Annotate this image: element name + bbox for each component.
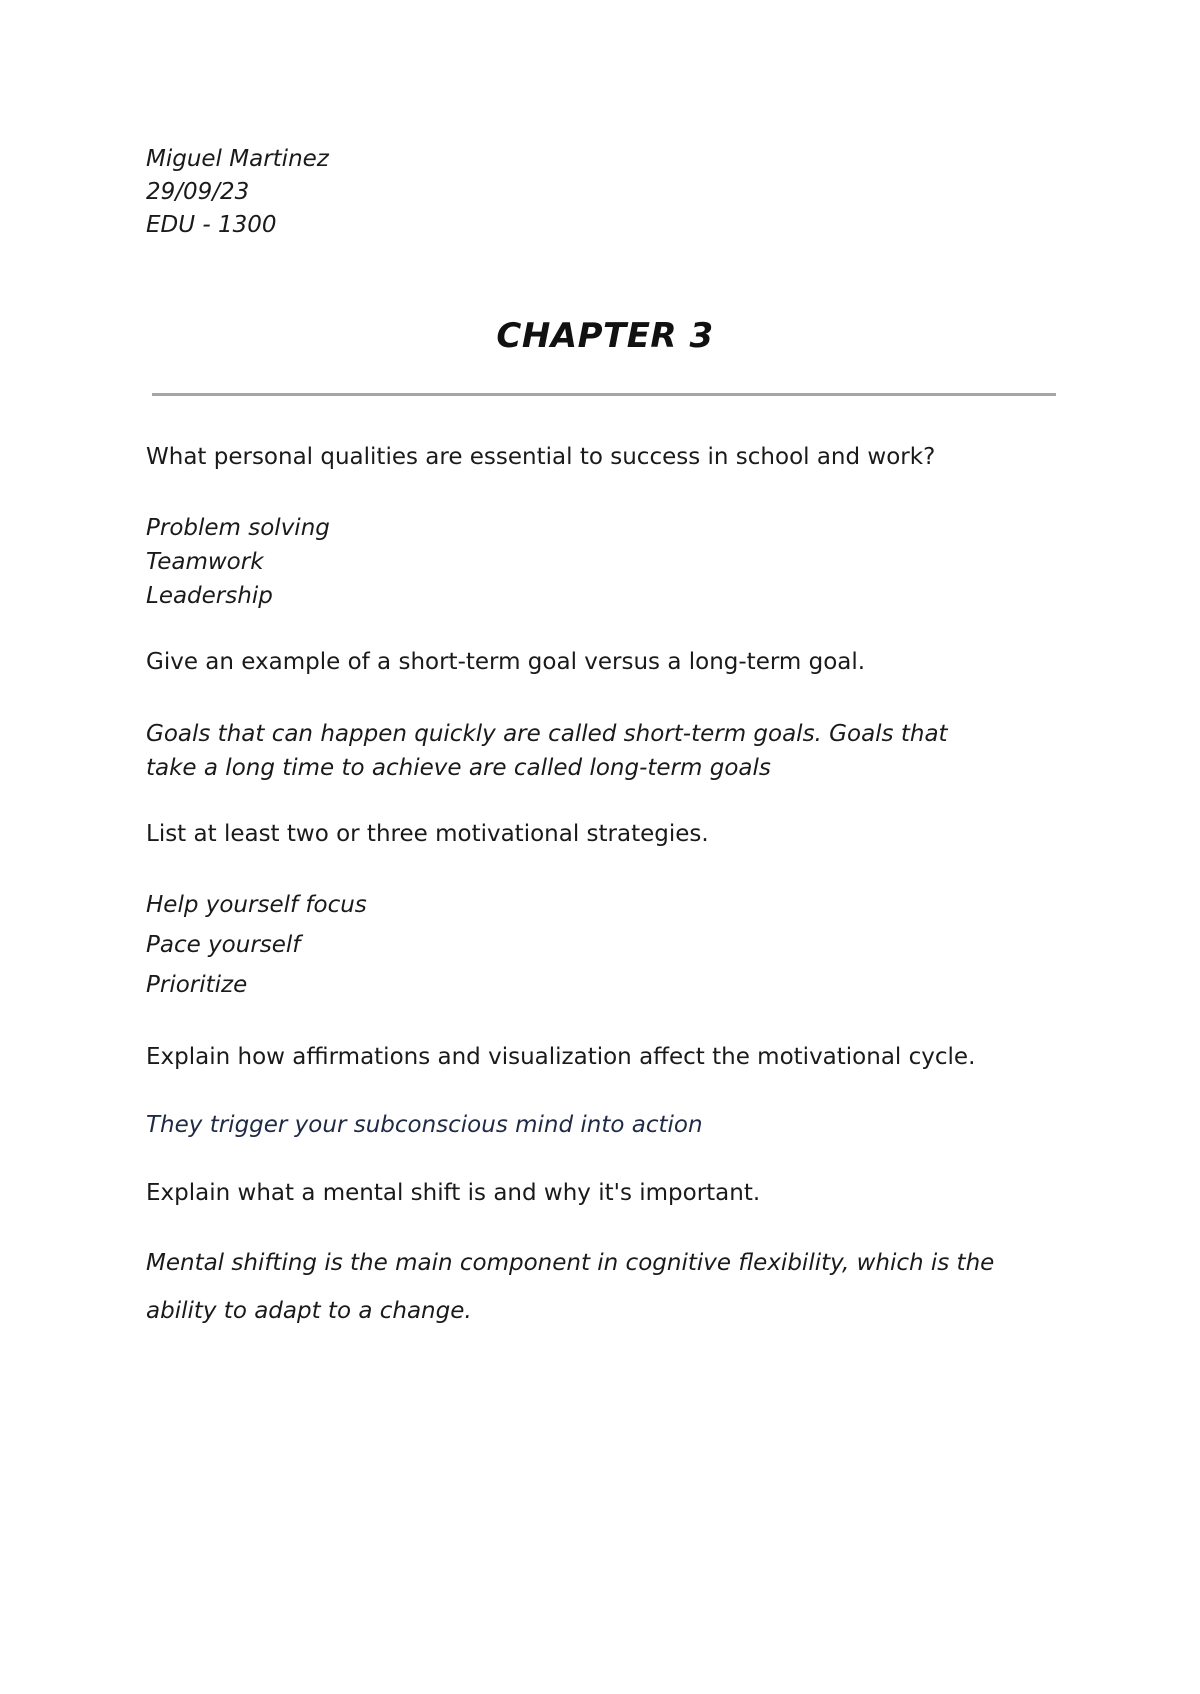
answer-4-line: They trigger your subconscious mind into action (146, 1112, 703, 1138)
answer-5-line: Mental shifting is the main component in cognitive flexibility, which is the (146, 1250, 995, 1276)
question-1: What personal qualities are essential to success in school and work? (146, 444, 936, 470)
answer-1 (146, 511, 330, 613)
student-name: Miguel Martinez (146, 146, 329, 172)
title-divider (152, 393, 1056, 396)
answer-2-line: take a long time to achieve are called long-term goals (146, 755, 771, 781)
student-header (146, 143, 329, 242)
answer-5 (146, 1239, 994, 1335)
question-5: Explain what a mental shift is and why it's important. (146, 1180, 761, 1206)
course-code: EDU - 1300 (146, 212, 277, 238)
answer-2 (146, 717, 948, 785)
answer-1-line: Problem solving (146, 515, 330, 541)
answer-3-line: Pace yourself (146, 932, 301, 958)
answer-1-line: Teamwork (146, 549, 264, 575)
answer-3 (146, 885, 367, 1005)
answer-3-line: Help yourself focus (146, 892, 367, 918)
question-3: List at least two or three motivational strategies. (146, 821, 709, 847)
question-4: Explain how affirmations and visualization affect the motivational cycle. (146, 1044, 976, 1070)
question-2: Give an example of a short-term goal versus a long-term goal. (146, 649, 866, 675)
chapter-title: CHAPTER 3 (496, 316, 714, 356)
answer-2-line: Goals that can happen quickly are called short-term goals. Goals that (146, 721, 948, 747)
answer-3-line: Prioritize (146, 972, 248, 998)
answer-4 (146, 1112, 703, 1138)
answer-1-line: Leadership (146, 583, 273, 609)
submission-date: 29/09/23 (146, 179, 250, 205)
answer-5-line: ability to adapt to a change. (146, 1298, 472, 1324)
